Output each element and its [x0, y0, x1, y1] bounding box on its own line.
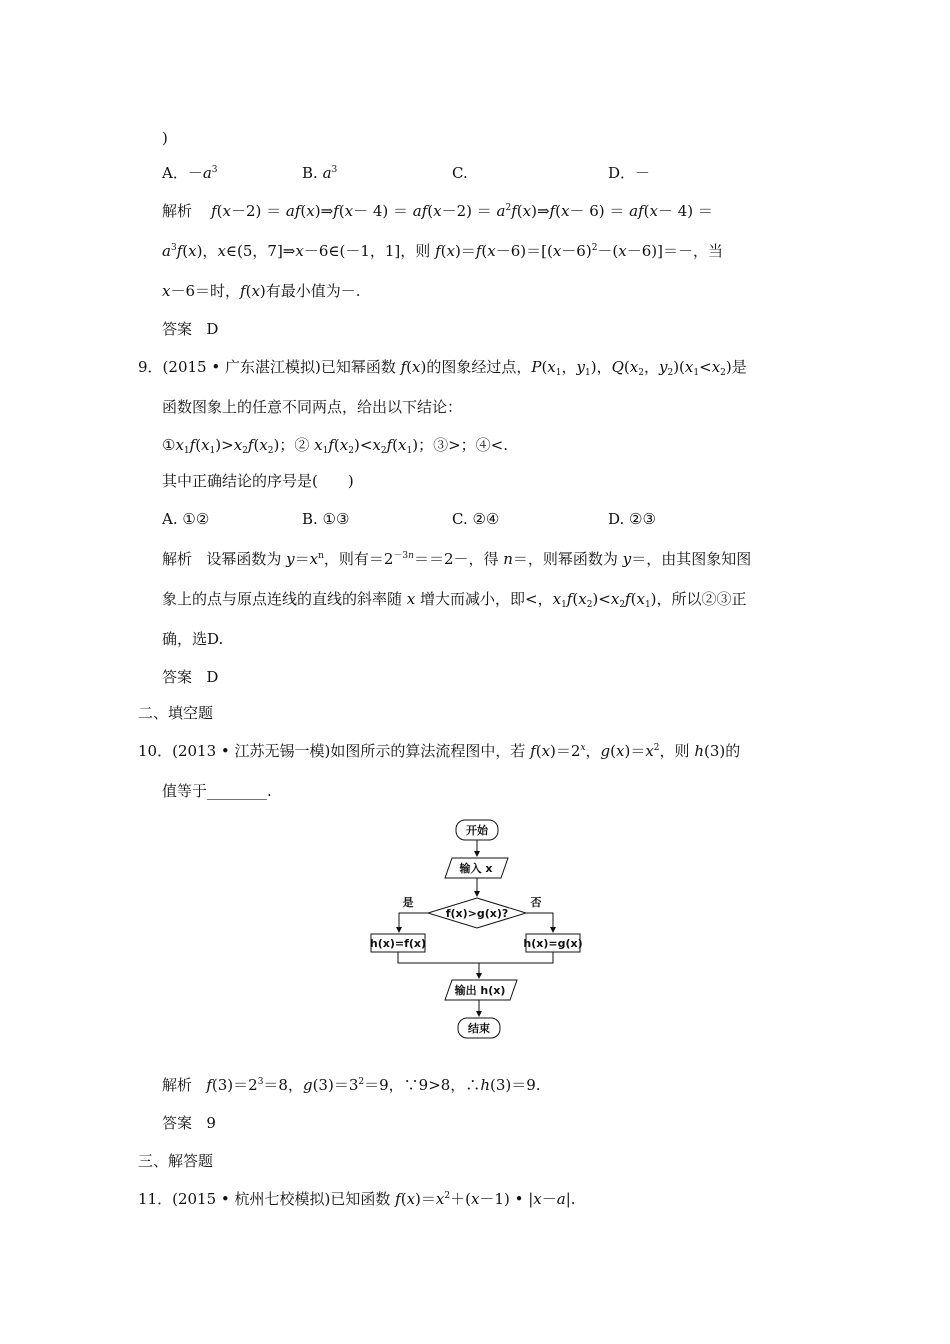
q10-source: (2013 • 江苏无锡一模) [172, 742, 331, 760]
q9-option-c: C. ②④ [452, 510, 500, 528]
flow-yes-label: 是 [402, 896, 414, 909]
flow-output-label: 输出 h(x) [454, 984, 506, 997]
q8-option-c: C. [452, 164, 468, 182]
q9-option-a: A. ①② [162, 510, 210, 528]
flow-no-label: 否 [530, 896, 542, 909]
q9-analysis-line3: 确，选D. [162, 630, 224, 648]
q10-analysis-label: 解析 [162, 1076, 193, 1094]
q9-answer [162, 666, 218, 688]
flow-decision-label: f(x)>g(x)? [445, 907, 509, 920]
q9-answer-label: 答案 [162, 668, 193, 686]
q9-number: 9． [138, 358, 163, 376]
section-solution-heading: 三、解答题 [138, 1152, 214, 1170]
q8-analysis-line1: 解析 f(x－2) ＝ af(x)⇒f(x－ $4) = af(x-2) = a^2f(x)\Rightarrow f(x- 6) = af(x- 4)$ ＝ [162, 202, 713, 220]
q9-source: (2015 • 广东湛江模拟) [162, 358, 321, 376]
q10-stem-line2: 值等于________. [162, 782, 272, 800]
flow-end-label: 结束 [468, 1022, 490, 1035]
q9-analysis-line1: 解析 设幂函数为 $y=x^n$，则有$=2^{-3n}==2-$，得 n＝，则幂函数为 y＝，由其图象知图 [162, 550, 752, 568]
q11-source: (2015 • 杭州七校模拟) [172, 1190, 331, 1208]
q8-analysis-label: 解析 [162, 202, 193, 220]
q8-answer [162, 318, 218, 340]
q8-answer-value: D [206, 320, 219, 338]
q10-number: 10． [138, 742, 173, 760]
q9-option-d: D. ②③ [608, 510, 656, 528]
q8-analysis-line2: $a^3f(x)$，x∈(5，7]⇒x－6∈(－1，1]，则 $f(x)=f(x-6)=[(x-6)^2-(x-6)]=-$，当 [162, 242, 723, 260]
q8-answer-label: 答案 [162, 320, 193, 338]
q9-analysis-line2: 象上的点与原点连线的直线的斜率随 x 增大而减小，即<，$x_1f(x_2)<x_2f(x_1)$，所以②③正 [162, 590, 747, 610]
flow-right-box-label: h(x)=g(x) [523, 937, 583, 950]
q8-analysis-line3: x－6＝时，f(x)有最小值为－. [162, 282, 361, 300]
q9-stem-line4: 其中正确结论的序号是( ) [162, 472, 354, 490]
q8-option-b: B. $a^3$ [302, 164, 338, 182]
q9-option-b: B. ①③ [302, 510, 350, 528]
q10-analysis: 解析 $f(3)=2^3=8$，$g(3)=3^2=9$，∵9>8，∴h(3)＝9. [162, 1076, 541, 1094]
flow-start-label: 开始 [466, 824, 488, 837]
q9-stem-line2: 函数图象上的任意不同两点，给出以下结论： [162, 398, 463, 416]
section-fill-in-heading: 二、填空题 [138, 704, 214, 722]
q9-stem-line3: $①x_1f(x_1)>x_2f(x_2)$；② $x_1f(x_2)<x_2f(x_1)$；③>；④<. [162, 436, 508, 456]
flow-input-label: 输入 x [459, 862, 493, 875]
q11-number: 11． [138, 1190, 173, 1208]
flow-left-box-label: h(x)=f(x) [369, 937, 427, 950]
q9-analysis-label: 解析 [162, 550, 193, 568]
q10-stem-line1: 10．(2013 • 江苏无锡一模)如图所示的算法流程图中，若 $f(x)=2^x$，$g(x)=x^2$，则 h(3)的 [138, 742, 741, 760]
q8-option-d: D．－ [608, 164, 651, 182]
q8-paren: ) [162, 129, 168, 147]
q9-stem-line1: 9．(2015 • 广东湛江模拟)已知幂函数 f(x)的图象经过点，$P(x_1$，$y_1$)，$Q(x_2$，$y_2)(x_1<x_2)$是 [138, 358, 747, 378]
q10-answer-label: 答案 [162, 1114, 193, 1132]
q10-answer [162, 1112, 216, 1134]
q10-answer-value: 9 [206, 1114, 216, 1132]
q8-option-a: A．$-a^3$ [162, 164, 218, 182]
algorithm-flowchart [360, 812, 600, 1047]
q9-answer-value: D [206, 668, 219, 686]
q11-stem: 11．(2015 • 杭州七校模拟)已知函数 $f(x)=x^2+(x-1)$ • |x－a|. [138, 1190, 576, 1208]
